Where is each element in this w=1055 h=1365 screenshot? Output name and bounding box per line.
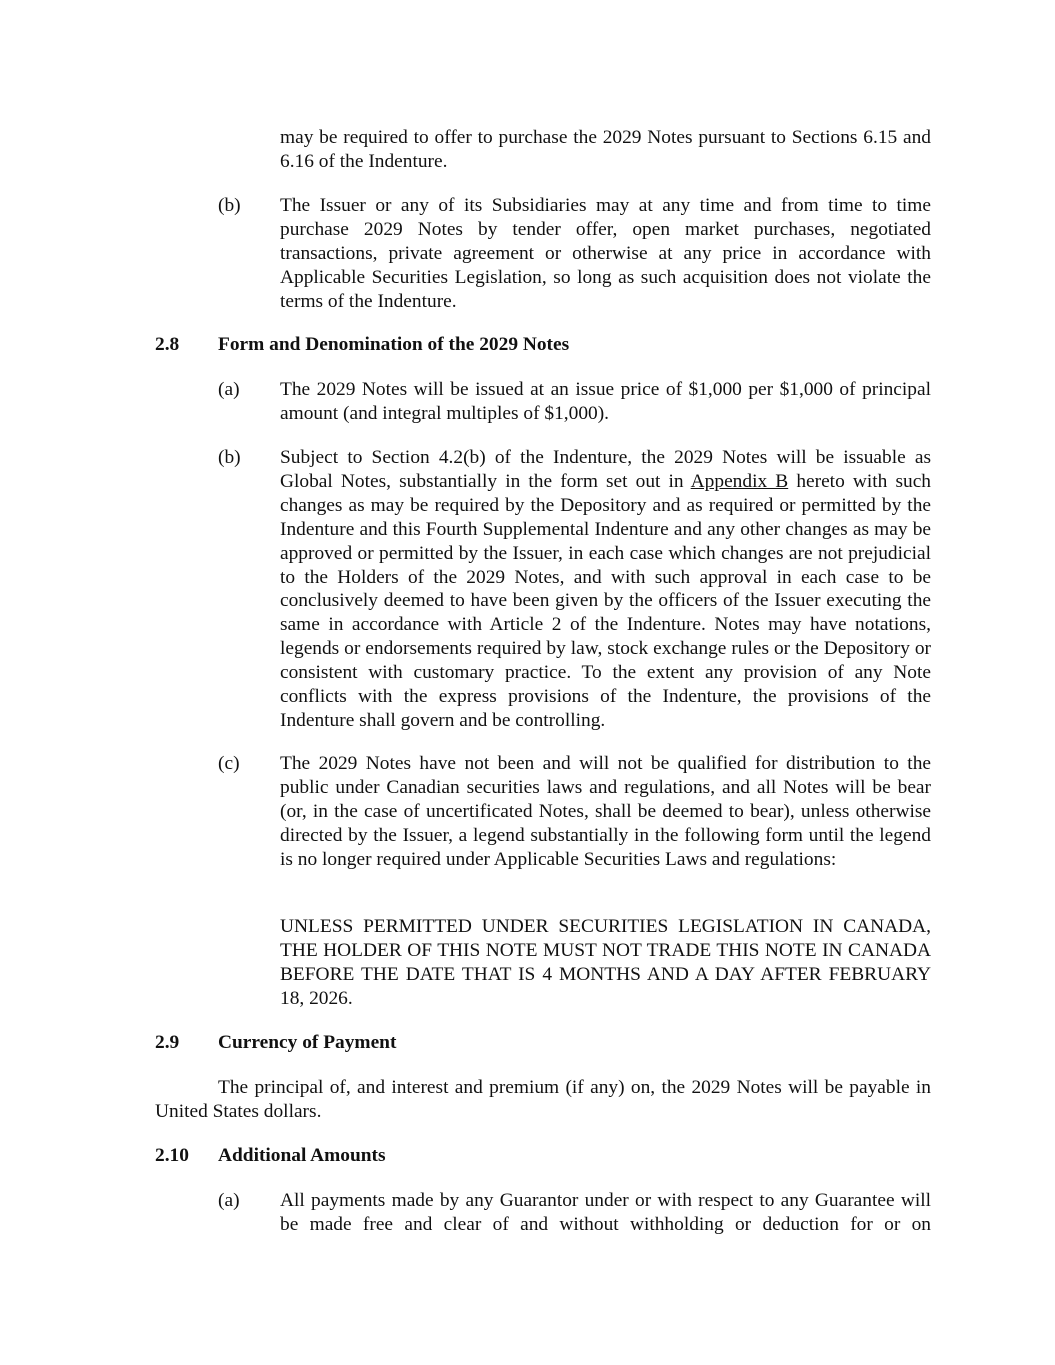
sec-2-10-a-text: All payments made by any Guarantor under or with respect to any Guarantee will be made free and clear of and without withholding or deduction for or on [280, 1190, 931, 1235]
sec-2-10-title: Additional Amounts [218, 1145, 386, 1166]
sec-2-9-text: The principal of, and interest and premium (if any) on, the 2029 Notes will be payable in United States dollars. [155, 1077, 931, 1122]
sec-2-8-b-text-before: Subject to Section 4.2(b) of the Indenture, the 2029 Notes will be issuable as Global Notes, substantially in the form set out in [280, 447, 931, 492]
sec-2-7-b-text: The Issuer or any of its Subsidiaries may at any time and from time to time purchase 2029 Notes by tender offer, open market purchases, negotiated transactions, private agreement or otherwise at any price in accordance with Applicable Securities Legislation, so long as such acquisition does not violate the terms of the Indenture. [280, 195, 931, 312]
sec-2-8-c-label: (c) [218, 753, 240, 774]
sec-2-8-b-text [280, 446, 931, 733]
sec-2-8-b-text-after: hereto with such changes as may be required by the Depository and as required or permitted by the Indenture and this Fourth Supplemental Indenture and any other changes as may be approved or permitted by the Issuer, in each case which changes are not prejudicial to the Holders of the 2029 Notes, and with such approval in each case to be conclusively deemed to have been given by the officers of the Issuer executing the same in accordance with Article 2 of the Indenture. Notes may have notations, legends or endorsements required by law, stock exchange rules or the Depository or consistent with customary practice. To the extent any provision of any Note conflicts with the express provisions of the Indenture, the provisions of the Indenture shall govern and be controlling. [280, 470, 931, 731]
appendix-b-link[interactable]: Appendix B [690, 470, 789, 492]
sec-2-8-b-label: (b) [218, 447, 241, 468]
sec-2-7-a-continuation: may be required to offer to purchase the 2029 Notes pursuant to Sections 6.15 and 6.16 of the Indenture. [280, 127, 931, 172]
sec-2-9-title: Currency of Payment [218, 1032, 397, 1053]
sec-2-8-number: 2.8 [155, 334, 180, 355]
sec-2-9-number: 2.9 [155, 1032, 180, 1053]
sec-2-8-c-text: The 2029 Notes have not been and will not be qualified for distribution to the public under Canadian securities laws and regulations, and all Notes will be bear (or, in the case of uncertificated Notes, shall be deemed to bear), unless otherwise directed by the Issuer, a legend substantially in the following form until the legend is no longer required under Applicable Securities Laws and regulations: [280, 753, 931, 870]
sec-2-8-a-label: (a) [218, 379, 240, 400]
sec-2-7-b-label: (b) [218, 195, 241, 216]
sec-2-8-title: Form and Denomination of the 2029 Notes [218, 334, 570, 355]
sec-2-8-a-text: The 2029 Notes will be issued at an issue price of $1,000 per $1,000 of principal amount (and integral multiples of $1,000). [280, 379, 931, 424]
securities-legend: UNLESS PERMITTED UNDER SECURITIES LEGISLATION IN CANADA, THE HOLDER OF THIS NOTE MUST NOT TRADE THIS NOTE IN CANADA BEFORE THE DATE THAT IS 4 MONTHS AND A DAY AFTER FEBRUARY 18, 2026. [280, 916, 931, 1009]
sec-2-10-a-label: (a) [218, 1190, 240, 1211]
sec-2-10-number: 2.10 [155, 1145, 189, 1166]
